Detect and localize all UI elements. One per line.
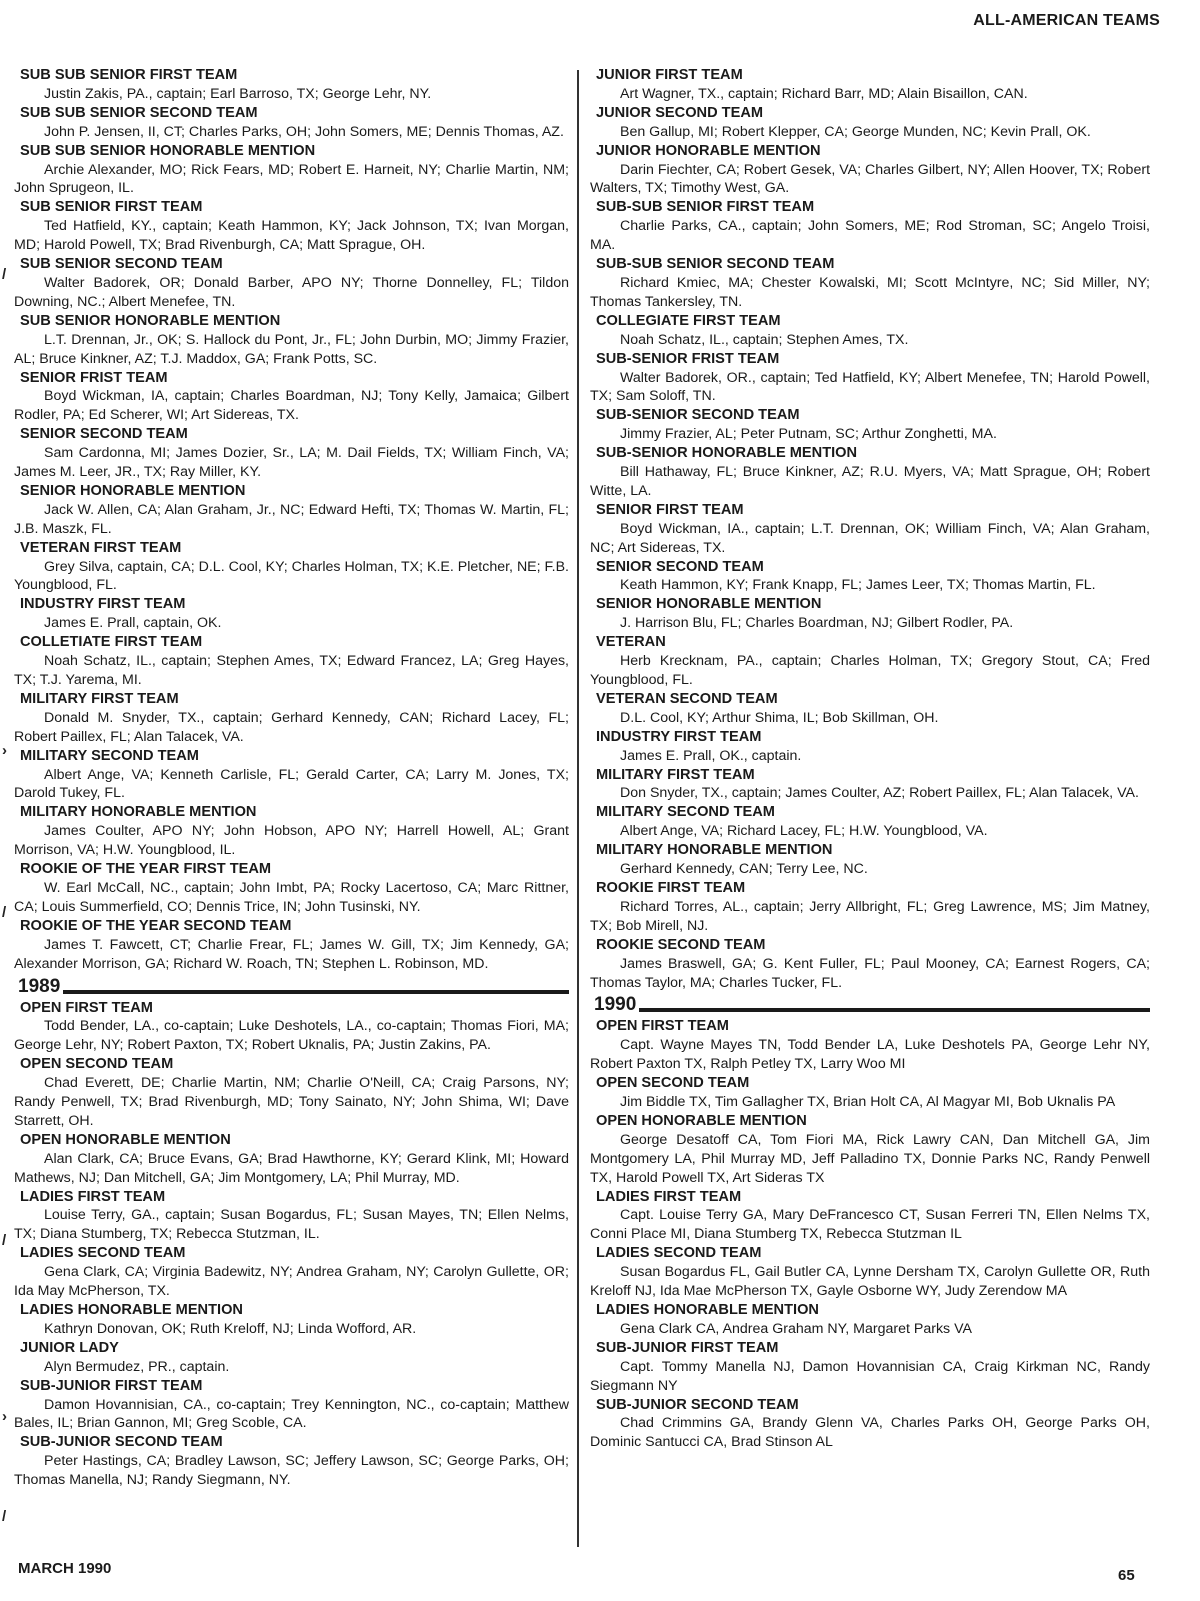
team-members: Jimmy Frazier, AL; Peter Putnam, SC; Arthur Zonghetti, MA. (620, 426, 997, 443)
team-section (590, 312, 1150, 350)
team-section (590, 104, 1150, 142)
team-section (590, 1074, 1150, 1112)
team-members: Walter Badorek, OR., captain; Ted Hatfield, KY; Albert Menefee, TN; Harold Powell, TX; Sam Soloff, TN. (590, 369, 1150, 405)
team-section (590, 1339, 1150, 1396)
team-section (590, 198, 1150, 255)
year-rule (639, 1008, 1150, 1012)
team-section (14, 425, 569, 482)
team-members: Darin Fiechter, CA; Robert Gesek, VA; Charles Gilbert, NY; Allen Hoover, TX; Robert Walters, TX; Timothy West, GA. (590, 161, 1151, 197)
team-members: Grey Silva, captain, CA; D.L. Cool, KY; Charles Holman, TX; K.E. Pletcher, NE; F.B. Youngblood, FL. (14, 558, 569, 594)
team-section (14, 690, 569, 747)
team-members: Chad Everett, DE; Charlie Martin, NM; Charlie O'Neill, CA; Craig Parsons, NY; Randy Penwell, TX; Brad Rivenburgh, MD; Tony Sainato, NY; John Shima, WI; Dave Starrett, OH. (14, 1075, 569, 1129)
right-column (590, 66, 1150, 1452)
team-members: Capt. Louise Terry GA, Mary DeFrancesco CT, Susan Ferreri TN, Ellen Nelms TX, Conni Place MI, Diana Stumberg TX, Rebecca Stutzman IL (590, 1207, 1150, 1243)
team-section (14, 1131, 569, 1188)
year-block-1989 (14, 976, 569, 998)
team-members: Richard Torres, AL., captain; Jerry Allbright, FL; Greg Lawrence, MS; Jim Matney, TX; Bob Mirell, NJ. (590, 898, 1150, 934)
margin-mark: / (2, 904, 7, 921)
team-heading: COLLETIATE FIRST TEAM (20, 634, 203, 651)
team-section (14, 104, 569, 142)
team-members: Capt. Wayne Mayes TN, Todd Bender LA, Luke Deshotels PA, George Lehr NY, Robert Paxton TX, Ralph Petley TX, Larry Woo MI (590, 1037, 1150, 1073)
team-heading: OPEN HONORABLE MENTION (596, 1112, 807, 1129)
team-heading: SUB-JUNIOR FIRST TEAM (596, 1339, 779, 1356)
left-year-section-list (14, 999, 569, 1491)
team-members: Jack W. Allen, CA; Alan Graham, Jr., NC; Edward Hefti, TX; Thomas W. Martin, FL; J.B. Maszk, FL. (14, 501, 569, 537)
team-members: W. Earl McCall, NC., captain; John Imbt, PA; Rocky Lacertoso, CA; Marc Rittner, CA; Louis Summerfield, CO; Dennis Trice, IN; John Tusinski, NY. (14, 879, 569, 915)
team-section (14, 917, 569, 974)
team-heading: OPEN FIRST TEAM (596, 1018, 729, 1035)
team-members: Donald M. Snyder, TX., captain; Gerhard Kennedy, CAN; Richard Lacey, FL; Robert Paillex, FL; Alan Talacek, VA. (14, 709, 569, 745)
team-section (14, 142, 569, 199)
team-heading: MILITARY HONORABLE MENTION (596, 842, 833, 859)
team-members: Archie Alexander, MO; Rick Fears, MD; Robert E. Harneit, NY; Charlie Martin, NM; John Sprugeon, IL. (14, 161, 569, 197)
team-members: Damon Hovannisian, CA., co-captain; Trey Kennington, NC., co-captain; Matthew Bales, IL; Brian Gannon, MI; Greg Scoble, CA. (14, 1396, 569, 1432)
team-heading: SUB SENIOR HONORABLE MENTION (20, 312, 281, 329)
running-head: ALL-AMERICAN TEAMS (973, 12, 1160, 29)
team-section (14, 482, 569, 539)
team-heading: OPEN SECOND TEAM (596, 1075, 750, 1092)
team-heading: SUB-SUB SENIOR SECOND TEAM (596, 256, 835, 273)
team-heading: ROOKIE FIRST TEAM (596, 879, 746, 896)
year-label: 1990 (594, 994, 637, 1016)
team-members: Louise Terry, GA., captain; Susan Bogardus, FL; Susan Mayes, TN; Ellen Nelms, TX; Diana Stumberg, TX; Rebecca Stutzman, IL. (14, 1207, 569, 1243)
team-section (14, 999, 569, 1056)
team-heading: LADIES HONORABLE MENTION (20, 1302, 243, 1318)
team-section (590, 1244, 1150, 1301)
team-section (14, 1339, 569, 1377)
team-heading: SENIOR FRIST TEAM (20, 369, 168, 386)
team-section (14, 539, 569, 596)
team-members: John P. Jensen, II, CT; Charles Parks, OH; John Somers, ME; Dennis Thomas, AZ. (44, 123, 564, 140)
team-heading: SUB SUB SENIOR HONORABLE MENTION (20, 142, 316, 159)
team-section (14, 1377, 569, 1434)
team-members: James E. Prall, OK., captain. (620, 747, 802, 764)
team-heading: LADIES SECOND TEAM (20, 1245, 186, 1262)
team-members: Noah Schatz, IL., captain; Stephen Ames, TX; Edward Francez, LA; Greg Hayes, TX; T.J. Yarema, MI. (14, 653, 569, 688)
team-heading: LADIES FIRST TEAM (596, 1188, 742, 1205)
team-heading: INDUSTRY FIRST TEAM (596, 728, 762, 745)
team-heading: SUB-SENIOR SECOND TEAM (596, 407, 800, 424)
team-section (14, 1301, 569, 1339)
team-section (590, 501, 1150, 558)
page-number: 65 (1118, 1567, 1135, 1584)
team-members: Todd Bender, LA., co-captain; Luke Deshotels, LA., co-captain; Thomas Fiori, MA; George Lehr, NY; Robert Paxton, TX; Robert Uknalis, PA; Justin Zakins, PA. (14, 1018, 569, 1054)
team-section (14, 66, 569, 104)
team-heading: ROOKIE SECOND TEAM (596, 936, 766, 953)
team-section (590, 255, 1150, 312)
team-section (590, 1396, 1150, 1453)
footer-issue: MARCH 1990 (18, 1560, 112, 1577)
team-heading: SENIOR FIRST TEAM (596, 501, 744, 518)
team-section (14, 198, 569, 255)
team-heading: SUB SENIOR SECOND TEAM (20, 256, 223, 273)
team-heading: SUB-JUNIOR FIRST TEAM (20, 1377, 203, 1394)
team-heading: SUB SUB SENIOR SECOND TEAM (20, 104, 258, 121)
team-section (590, 841, 1150, 879)
team-members: Charlie Parks, CA., captain; John Somers, ME; Rod Stroman, SC; Angelo Troisi, MA. (590, 218, 1150, 254)
team-members: Kathryn Donovan, OK; Ruth Kreloff, NJ; Linda Wofford, AR. (44, 1320, 417, 1337)
team-section (590, 936, 1150, 993)
team-members: James T. Fawcett, CT; Charlie Frear, FL; James W. Gill, TX; Jim Kennedy, GA; Alexander Morrison, GA; Richard W. Roach, TN; Stephen L. Robinson, MD. (14, 936, 569, 972)
team-heading: MILITARY FIRST TEAM (596, 766, 755, 783)
team-heading: SUB-SUB SENIOR FIRST TEAM (596, 199, 815, 216)
team-members: Herb Krecknam, PA., captain; Charles Holman, TX; Gregory Stout, CA; Fred Youngblood, FL. (590, 653, 1150, 688)
team-heading: SUB SENIOR FIRST TEAM (20, 199, 203, 216)
team-heading: SUB-JUNIOR SECOND TEAM (596, 1396, 799, 1413)
team-section (590, 406, 1150, 444)
team-section (590, 766, 1150, 804)
team-members: Albert Ange, VA; Richard Lacey, FL; H.W. Youngblood, VA. (620, 823, 988, 840)
team-members: Sam Cardonna, MI; James Dozier, Sr., LA; M. Dail Fields, TX; William Finch, VA; James M. Leer, JR., TX; Ray Miller, KY. (14, 445, 569, 481)
team-members: J. Harrison Blu, FL; Charles Boardman, NJ; Gilbert Rodler, PA. (620, 615, 1014, 632)
team-heading: VETERAN FIRST TEAM (20, 539, 182, 556)
team-section (590, 1017, 1150, 1074)
left-column (14, 66, 569, 1490)
team-section (14, 369, 569, 426)
team-heading: OPEN FIRST TEAM (20, 999, 153, 1016)
team-heading: SUB-SENIOR FRIST TEAM (596, 350, 780, 367)
team-heading: SUB-JUNIOR SECOND TEAM (20, 1434, 223, 1451)
team-section (590, 558, 1150, 596)
team-members: Boyd Wickman, IA., captain; L.T. Drennan, OK; William Finch, VA; Alan Graham, NC; Art Sidereas, TX. (590, 520, 1150, 556)
team-heading: SENIOR SECOND TEAM (20, 426, 188, 443)
team-heading: VETERAN (596, 634, 666, 651)
team-section (14, 747, 569, 804)
column-divider (577, 70, 579, 1547)
team-members: Don Snyder, TX., captain; James Coulter, AZ; Robert Paillex, FL; Alan Talacek, VA. (620, 785, 1139, 802)
team-members: Susan Bogardus FL, Gail Butler CA, Lynne Dersham TX, Carolyn Gullette OR, Ruth Kreloff NJ, Ida Mae McPherson TX, Gayle Osborne WY, Judy Zerendow MA (590, 1264, 1150, 1300)
team-heading: LADIES HONORABLE MENTION (596, 1302, 819, 1318)
team-heading: JUNIOR FIRST TEAM (596, 67, 743, 83)
team-members: Capt. Tommy Manella NJ, Damon Hovannisian CA, Craig Kirkman NC, Randy Siegmann NY (590, 1358, 1150, 1394)
team-heading: COLLEGIATE FIRST TEAM (596, 312, 781, 329)
team-section (590, 1188, 1150, 1245)
team-heading: INDUSTRY FIRST TEAM (20, 596, 186, 613)
team-members: Art Wagner, TX., captain; Richard Barr, MD; Alain Bisaillon, CAN. (620, 85, 1028, 102)
team-members: Noah Schatz, IL., captain; Stephen Ames, TX. (620, 331, 909, 348)
team-members: Alan Clark, CA; Bruce Evans, GA; Brad Hawthorne, KY; Gerard Klink, MI; Howard Mathews, NJ; Dan Mitchell, GA; Jim Montgomery, LA; Phil Murray, MD. (14, 1150, 569, 1186)
year-label: 1989 (18, 975, 61, 997)
team-section (14, 312, 569, 369)
team-members: Gena Clark CA, Andrea Graham NY, Margaret Parks VA (620, 1320, 972, 1337)
team-heading: SENIOR HONORABLE MENTION (20, 482, 246, 499)
team-members: Ben Gallup, MI; Robert Klepper, CA; George Munden, NC; Kevin Prall, OK. (620, 123, 1091, 140)
team-members: James Braswell, GA; G. Kent Fuller, FL; Paul Mooney, CA; Earnest Rogers, CA; Thomas Taylor, MA; Charles Tucker, FL. (590, 955, 1150, 991)
team-heading: OPEN HONORABLE MENTION (20, 1131, 231, 1148)
team-section (590, 690, 1150, 728)
team-members: L.T. Drennan, Jr., OK; S. Hallock du Pont, Jr., FL; John Durbin, MO; Jimmy Frazier, AL; Bruce Kinkner, AZ; T.J. Maddox, GA; Frank Potts, SC. (14, 331, 569, 367)
team-members: James E. Prall, captain, OK. (44, 615, 222, 632)
team-heading: SUB-SENIOR HONORABLE MENTION (596, 445, 858, 462)
team-section (14, 633, 569, 690)
team-members: Peter Hastings, CA; Bradley Lawson, SC; Jeffery Lawson, SC; George Parks, OH; Thomas Manella, NJ; Randy Siegmann, NY. (14, 1453, 569, 1489)
team-heading: SUB SUB SENIOR FIRST TEAM (20, 67, 238, 83)
year-rule (63, 990, 569, 994)
team-members: James Coulter, APO NY; John Hobson, APO NY; Harrell Howell, AL; Grant Morrison, VA; H.W. Youngblood, IL. (14, 823, 569, 859)
team-members: Albert Ange, VA; Kenneth Carlisle, FL; Gerald Carter, CA; Larry M. Jones, TX; Darold Tukey, FL. (14, 766, 569, 802)
margin-mark: / (2, 1508, 7, 1525)
team-heading: ROOKIE OF THE YEAR FIRST TEAM (20, 861, 272, 878)
team-heading: MILITARY SECOND TEAM (596, 804, 775, 821)
team-members: Boyd Wickman, IA, captain; Charles Boardman, NJ; Tony Kelly, Jamaica; Gilbert Rodler, PA; Ed Scherer, WI; Art Sidereas, TX. (14, 388, 569, 424)
team-heading: SENIOR HONORABLE MENTION (596, 596, 822, 613)
team-section (590, 142, 1150, 199)
team-members: Jim Biddle TX, Tim Gallagher TX, Brian Holt CA, Al Magyar MI, Bob Uknalis PA (620, 1094, 1116, 1111)
right-year-section-list (590, 1017, 1150, 1452)
margin-mark: / (2, 266, 7, 283)
team-heading: LADIES SECOND TEAM (596, 1245, 762, 1262)
team-members: Keath Hammon, KY; Frank Knapp, FL; James Leer, TX; Thomas Martin, FL. (620, 577, 1096, 594)
team-section (590, 1112, 1150, 1188)
team-heading: MILITARY HONORABLE MENTION (20, 804, 257, 821)
team-members: Gena Clark, CA; Virginia Badewitz, NY; Andrea Graham, NY; Carolyn Gullette, OR; Ida May McPherson, TX. (14, 1264, 569, 1300)
team-heading: ROOKIE OF THE YEAR SECOND TEAM (20, 917, 292, 934)
team-section (590, 595, 1150, 633)
team-heading: JUNIOR HONORABLE MENTION (596, 142, 821, 159)
margin-mark: / (2, 1232, 7, 1249)
team-section (14, 1244, 569, 1301)
right-section-list (590, 66, 1150, 992)
team-members: Richard Kmiec, MA; Chester Kowalski, MI; Scott McIntyre, NC; Sid Miller, NY; Thomas Tankersley, TN. (590, 274, 1150, 310)
team-section (590, 879, 1150, 936)
team-heading: VETERAN SECOND TEAM (596, 690, 778, 707)
team-section (590, 350, 1150, 407)
team-members: D.L. Cool, KY; Arthur Shima, IL; Bob Skillman, OH. (620, 709, 939, 726)
team-members: Walter Badorek, OR; Donald Barber, APO NY; Thorne Donnelley, FL; Tildon Downing, NC.; Albert Menefee, TN. (14, 274, 569, 310)
team-heading: JUNIOR SECOND TEAM (596, 104, 764, 121)
team-members: George Desatoff CA, Tom Fiori MA, Rick Lawry CAN, Dan Mitchell GA, Jim Montgomery LA, Phil Murray MD, Jeff Palladino TX, Donnie Parks NC, Randy Penwell TX, Harold Powell TX, Art Sideras TX (590, 1131, 1150, 1186)
team-section (590, 66, 1150, 104)
team-section (14, 1433, 569, 1490)
team-section (14, 1055, 569, 1131)
team-section (14, 595, 569, 633)
team-members: Justin Zakis, PA., captain; Earl Barroso, TX; George Lehr, NY. (44, 85, 432, 102)
team-members: Ted Hatfield, KY., captain; Keath Hammon, KY; Jack Johnson, TX; Ivan Morgan, MD; Harold Powell, TX; Brad Rivenburgh, CA; Matt Sprague, OH. (14, 218, 569, 254)
team-section (14, 255, 569, 312)
team-section (590, 444, 1150, 501)
team-section (14, 1188, 569, 1245)
team-section (14, 803, 569, 860)
team-members: Chad Crimmins GA, Brandy Glenn VA, Charles Parks OH, George Parks OH, Dominic Santucci CA, Brad Stinson AL (590, 1415, 1150, 1451)
team-heading: LADIES FIRST TEAM (20, 1188, 166, 1205)
team-heading: MILITARY SECOND TEAM (20, 747, 199, 764)
team-heading: MILITARY FIRST TEAM (20, 690, 179, 707)
team-heading: OPEN SECOND TEAM (20, 1056, 174, 1073)
team-members: Alyn Bermudez, PR., captain. (44, 1358, 230, 1375)
year-block-1990 (590, 994, 1150, 1016)
team-section (590, 1301, 1150, 1339)
team-section (14, 860, 569, 917)
team-section (590, 728, 1150, 766)
team-members: Bill Hathaway, FL; Bruce Kinkner, AZ; R.U. Myers, VA; Matt Sprague, OH; Robert Witte, LA. (590, 464, 1150, 499)
margin-mark: › (2, 1408, 7, 1425)
left-section-list (14, 66, 569, 974)
margin-mark: › (2, 742, 7, 759)
team-section (590, 633, 1150, 690)
team-heading: SENIOR SECOND TEAM (596, 558, 764, 575)
team-heading: JUNIOR LADY (20, 1339, 119, 1356)
team-members: Gerhard Kennedy, CAN; Terry Lee, NC. (620, 861, 868, 878)
team-section (590, 803, 1150, 841)
